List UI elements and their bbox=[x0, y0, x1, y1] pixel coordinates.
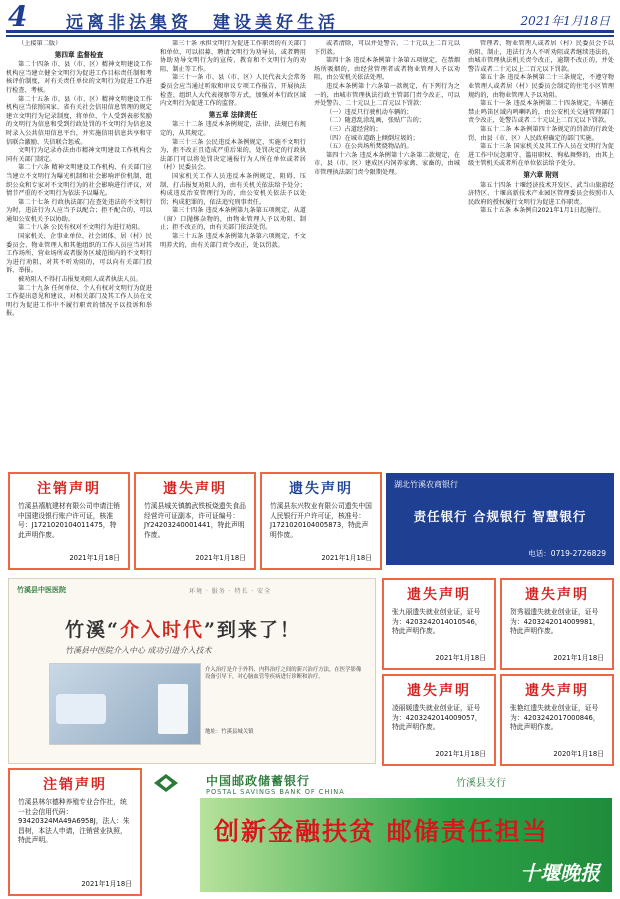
page-header bbox=[6, 0, 614, 33]
hospital-tags: 环境 · 服务 · 特长 · 安全 bbox=[189, 588, 272, 595]
article-paragraph: （二）随意乱涂乱画，张贴广告的； bbox=[326, 117, 425, 125]
notice-title: 注销声明 bbox=[43, 777, 107, 793]
article-paragraph: 第五十二条 本条例第四十条规定的罚款的行政处罚，由县（市、区）人民政府确定的部门实施。 bbox=[468, 125, 614, 142]
article-paragraph: 第三十条 承担文明行为促进工作职责的有关部门和单位，可以招募、聘请文明行为劝导员，或者聘用协助劝导文明行为的宣传、教育和不文明行为的劝阻、制止等工作。 bbox=[160, 40, 306, 73]
rural-bank-ad bbox=[386, 473, 614, 565]
headline-a: 竹溪“ bbox=[65, 619, 120, 641]
notice-title: 遗失声明 bbox=[407, 587, 471, 603]
article-col-1 bbox=[6, 40, 152, 460]
chapter-heading: 第五章 法律责任 bbox=[208, 110, 258, 119]
article-paragraph: 第二十八条 公民有权对不文明行为进行劝阻。 bbox=[18, 224, 144, 232]
article-paragraph: 第五十三条 国家机关及其工作人员在文明行为促进工作中玩忽职守、滥用职权、徇私舞弊的，由其上级主管机关或者所在单位依法给予处分。 bbox=[468, 143, 614, 168]
notice-date: 2021年1月18日 bbox=[195, 554, 246, 562]
article-paragraph: （三）占道经营的； bbox=[326, 125, 382, 133]
notice-body: 竹溪县林尔德种养殖专业合作社，统一社会信用代码：93420324MA49A6958J，法人：朱昌树，本法人申请，注销营业执照，特此声明。 bbox=[18, 798, 130, 845]
rural-bank-slogan: 责任银行 合规银行 智慧银行 bbox=[413, 509, 587, 524]
postal-bank-name: 中国邮政储蓄银行 bbox=[206, 774, 311, 788]
article-paragraph: （四）在城市道路上倾倒垃圾的； bbox=[326, 134, 419, 142]
header-rule bbox=[6, 35, 614, 37]
article-paragraph: （一）违反只行驶机动车辆的； bbox=[326, 108, 413, 116]
notice-date: 2021年1月18日 bbox=[435, 654, 486, 662]
notice-body: 竹溪县城关镇鹤武铁板烧遗失食品经营许可证副本，许可证编号：JY24203240001441，特此声明作废。 bbox=[144, 502, 246, 539]
newspaper-signature: 十堰晚报 bbox=[520, 861, 600, 885]
notice-body: 张艳红遗失就业创业证，证号为：4203242017000846，特此声明作废。 bbox=[510, 704, 600, 732]
hospital-brand: 竹溪县中医医院 bbox=[17, 586, 66, 594]
article-paragraph: 第三十二条 违反本条例规定，法律、法规已有规定的，从其规定。 bbox=[160, 121, 306, 137]
article-paragraph: 第三十三条 公民违反本条例规定，实施不文明行为，拒不改正且造成严重后果的，处罚决定的行政执法部门可以将处罚决定通报行为人所在单位或者居（村）民委员会。 bbox=[160, 138, 306, 172]
notice-body: 竹溪县禧航建材有限公司申请注销中国建设银行账户许可证，核准号：J1721020104011475，特此声明作废。 bbox=[18, 502, 120, 539]
ad-headline bbox=[65, 615, 301, 642]
article-paragraph: 第二十六条 精神文明建设工作机构、有关部门应当建立不文明行为曝光机制和社会影响评价机制，组织公众和专家对不文明行为的社会影响进行评议，对情节严重的不文明行为依法予以曝光。 bbox=[6, 164, 152, 198]
article-paragraph: 第三十五条 违反本条例第九条第六项规定，不文明养犬的，由有关部门责令改正，处以罚款。 bbox=[160, 233, 306, 249]
page-number: 4 bbox=[8, 0, 28, 33]
notice-box bbox=[500, 578, 614, 670]
article-paragraph: 第四十条 违反本条例第十条第五项规定，在禁烟场所吸烟的，由经营管理者或者物业管理人予以劝阻，由公安机关依法处理。 bbox=[314, 57, 460, 82]
article-paragraph: 第五十条 违反本条例第二十三条规定，不遵守物业管理人或者居（村）民委员会制定的住宅小区管理规约的，由物业管理人予以劝阻。 bbox=[468, 74, 614, 99]
article-paragraph: 国家机关工作人员违反本条例规定，阻碍、压制、打击报复劝阻人的，由有关机关依法给予处分；构成违反治安管理行为的，由公安机关依法予以处罚；构成犯罪的，依法追究刑事责任。 bbox=[160, 172, 306, 206]
notice-box bbox=[8, 472, 130, 570]
postal-bank-en: POSTAL SAVINGS BANK OF CHINA bbox=[206, 788, 345, 796]
notice-date: 2021年1月18日 bbox=[435, 750, 486, 758]
notice-title: 遗失声明 bbox=[525, 587, 589, 603]
article-paragraph: 第四十六条 违反本条例第十六条第二款规定，在市、县（市、区）建成区内饲养家禽、家畜的，由城市管理执法部门责令限期处理。 bbox=[314, 151, 460, 176]
notice-body: 凌丽媛遗失就业创业证，证号为：4203242014009057，特此声明作废。 bbox=[392, 704, 482, 732]
article-col-3 bbox=[314, 40, 460, 460]
notice-body: 张九丽遗失就业创业证，证号为：4203242014010546，特此声明作废。 bbox=[392, 608, 482, 636]
article-paragraph: 或者清除，可以并处警告、二十元以上二百元以下罚款。 bbox=[314, 40, 460, 56]
notice-title: 注销声明 bbox=[37, 481, 101, 497]
notice-body: 竹溪县东兴牧业有限公司遗失中国人民银行开户许可证，核准号：J1721020104005873，特此声明作废。 bbox=[270, 502, 372, 539]
ad-address: 地址：竹溪县城关镇 bbox=[205, 729, 254, 735]
notice-box bbox=[134, 472, 256, 570]
rural-bank-logo: 湖北竹溪农商银行 bbox=[394, 480, 458, 489]
ad-description: 介入治疗是介于外科、内科治疗之间的新兴治疗方法，在医学影像设备引导下，对心脑血管等疾病进行诊断和治疗。 bbox=[205, 667, 362, 681]
notice-title: 遗失声明 bbox=[407, 683, 471, 699]
article-paragraph: 第三十一条 市、县（市、区）人民代表大会常务委员会应当通过听取和审议专项工作报告、开展执法检查、组织人大代表视察等方式，加强对本行政区域内文明行为促进工作的监督。 bbox=[160, 74, 306, 108]
article-paragraph: 第二十九条 任何单位、个人有权对文明行为促进工作提出意见和建议，对相关部门及其工作人员在文明行为促进工作中不履行职责的情况予以投诉和举报。 bbox=[6, 284, 152, 318]
headline-b: 介入时代 bbox=[119, 619, 204, 641]
postal-bank-branch: 竹溪县支行 bbox=[456, 778, 506, 789]
notice-date: 2020年1月18日 bbox=[553, 750, 604, 758]
medical-equipment bbox=[56, 694, 106, 724]
article-columns bbox=[6, 40, 614, 460]
page-date: 2021年1月18日 bbox=[520, 14, 610, 28]
postal-bank-logo-icon bbox=[152, 772, 180, 794]
article-paragraph: 被劝阻人不得打击报复劝阻人或者执法人员。 bbox=[18, 276, 142, 284]
headline-c: ”到来了！ bbox=[203, 619, 301, 641]
medical-monitor bbox=[158, 684, 188, 734]
notice-box bbox=[500, 674, 614, 766]
article-paragraph: 第五十五条 本条例自2021年1月1日起施行。 bbox=[480, 207, 605, 215]
notice-date: 2021年1月18日 bbox=[553, 654, 604, 662]
ad-subtitle: 竹溪县中医院介入中心 成功引进介入技术 bbox=[65, 646, 212, 655]
article-col-4 bbox=[468, 40, 614, 460]
notice-date: 2021年1月18日 bbox=[81, 880, 132, 888]
article-paragraph: 第二十四条 市、县（市、区）精神文明建设工作机构应当建立健全文明行为促进工作目标责任制和考核评价制度，对有关责任单位的文明行为促进工作进行检查、考核。 bbox=[6, 61, 152, 94]
article-paragraph: （上接第二版） bbox=[18, 40, 62, 47]
notice-box bbox=[382, 674, 496, 766]
notice-box bbox=[260, 472, 382, 570]
article-paragraph: 第五十四条 十堰经济技术开发区、武当山旅游经济特区、十堰高新技术产业园区管理委员会按照市人民政府的授权履行文明行为促进工作职责。 bbox=[468, 181, 614, 206]
hospital-ad bbox=[8, 578, 376, 764]
article-paragraph: 第二十七条 行政执法部门在查处违法的不文明行为时，违法行为人应当予以配合；拒不配合的，可以通知公安机关予以协助。 bbox=[6, 198, 152, 223]
postal-bank-banner bbox=[200, 798, 612, 892]
operating-room-photo bbox=[49, 663, 201, 745]
postal-bank-slogan: 创新金融扶贫 邮储责任担当 bbox=[214, 817, 549, 846]
article-paragraph: （五）在公共场所焚烧物品的。 bbox=[326, 143, 413, 151]
chapter-heading: 第四章 监督检查 bbox=[54, 50, 104, 59]
article-paragraph: 文明行为记录办法由市精神文明建设工作机构会同有关部门制定。 bbox=[6, 147, 152, 163]
chapter-heading: 第六章 附则 bbox=[523, 170, 559, 179]
article-paragraph: 违反本条例第十六条第一款规定，有下列行为之一的，由城市管理执法行政主管部门责令改正，可以并处警告、二十元以上二百元以下罚款： bbox=[314, 82, 460, 108]
postal-bank-ad bbox=[146, 768, 612, 894]
notice-date: 2021年1月18日 bbox=[321, 554, 372, 562]
notice-title: 遗失声明 bbox=[163, 481, 227, 497]
notice-title: 遗失声明 bbox=[289, 481, 353, 497]
notice-box bbox=[382, 578, 496, 670]
notice-body: 贺秀福遗失就业创业证，证号为：4203242014009981，特此声明作废。 bbox=[510, 608, 600, 636]
notice-box bbox=[8, 768, 142, 896]
article-paragraph: 国家机关、企事业单位、社会团体、居（村）民委员会、物业管理人和其他组织的工作人员应当对其工作场所、营业场所或者服务区域范围内的不文明行为进行劝阻，对其不听劝阻的，可以向有关部门投诉、举报。 bbox=[6, 233, 152, 275]
page-title: 远离非法集资 建设美好生活 bbox=[66, 13, 339, 33]
article-paragraph: 第五十一条 违反本条例第二十四条规定，车辆在禁止鸣笛区域内鸣喇叭的，由公安机关交通管理部门责令改正，处警告或者二十元以上二百元以下罚款。 bbox=[468, 100, 614, 125]
article-paragraph: 第三十四条 违反本条例第九条第五项规定，从道（窗）口抛掷杂物的，由物业管理人予以劝阻、制止；拒不改正的，由有关部门依法处罚。 bbox=[160, 207, 306, 232]
notice-date: 2021年1月18日 bbox=[69, 554, 120, 562]
article-paragraph: 第二十五条 市、县（市、区）精神文明建设工作机构应当依照国家、省有关社会信用信息管理的规定建立文明行为记录制度，将单位、个人受到表彰奖励的文明行为信息和受到行政处罚的不文明行为信息及时录入公共信用信息平台，并实施信用信息共享和守信联合激励、失信联合惩戒。 bbox=[6, 95, 152, 146]
notice-title: 遗失声明 bbox=[525, 683, 589, 699]
article-col-2 bbox=[160, 40, 306, 460]
article-paragraph: 管理者、物业管理人或者居（村）民委员会予以劝阻、制止，违法行为人不听劝阻或者继续违法的，由城市管理执法机关责令改正，逾期不改正的，并处警告或者二十元以上二百元以下罚款。 bbox=[468, 40, 614, 73]
rural-bank-tel: 电话：0719-2726829 bbox=[528, 549, 606, 558]
